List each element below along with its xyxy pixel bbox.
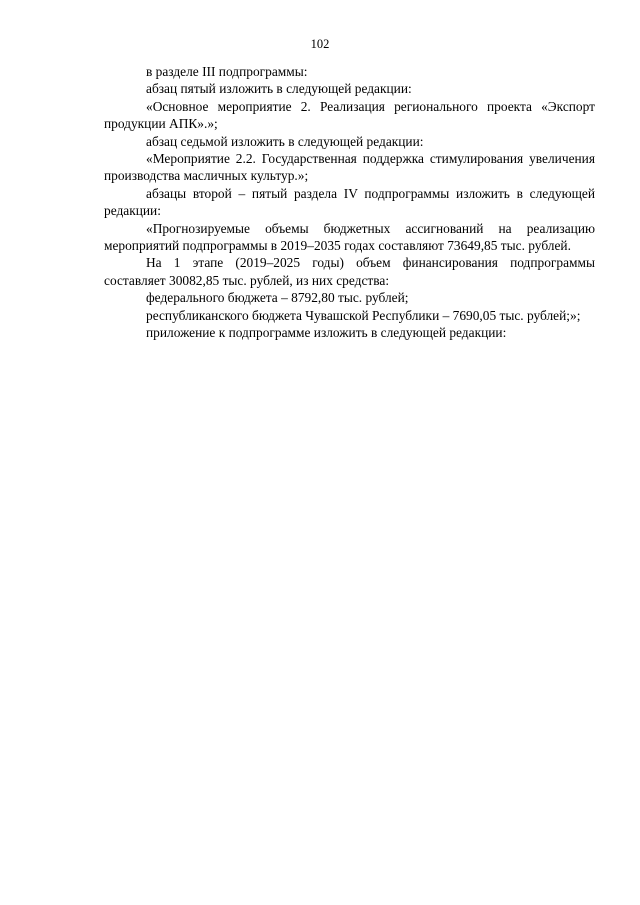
paragraph-republican-budget: республиканского бюджета Чувашской Республики – 7690,05 тыс. рублей;»;	[146, 307, 581, 323]
paragraph-event-2-2: «Мероприятие 2.2. Государственная поддержка стимулирования увеличения производства масличных культур.»;	[104, 151, 595, 184]
paragraph-federal-budget: федерального бюджета – 8792,80 тыс. рублей;	[146, 290, 409, 306]
paragraph-abzac-5-instruction: абзац пятый изложить в следующей редакции:	[146, 81, 412, 97]
paragraph-stage-1-financing: На 1 этапе (2019–2025 годы) объем финансирования подпрограммы составляет 30082,85 тыс. рублей, из них средства:	[104, 255, 595, 288]
paragraph-appendix-instruction: приложение к подпрограмме изложить в следующей редакции:	[146, 325, 507, 341]
paragraph-abzac-7-instruction: абзац седьмой изложить в следующей редакции:	[146, 133, 424, 149]
paragraph-main-event-2: «Основное мероприятие 2. Реализация регионального проекта «Экспорт продукции АПК».»;	[104, 98, 595, 132]
page-number: 102	[310, 37, 330, 51]
document-body	[104, 63, 595, 342]
paragraph-section-3-intro: в разделе III подпрограммы:	[146, 64, 308, 79]
paragraph-forecast-budget: «Прогнозируемые объемы бюджетных ассигнований на реализацию мероприятий подпрограммы в 2019–2035 годах составляют 73649,85 тыс. рублей.	[104, 220, 595, 254]
paragraph-section-4-instruction: абзацы второй – пятый раздела IV подпрограммы изложить в следующей редакции:	[104, 185, 595, 219]
